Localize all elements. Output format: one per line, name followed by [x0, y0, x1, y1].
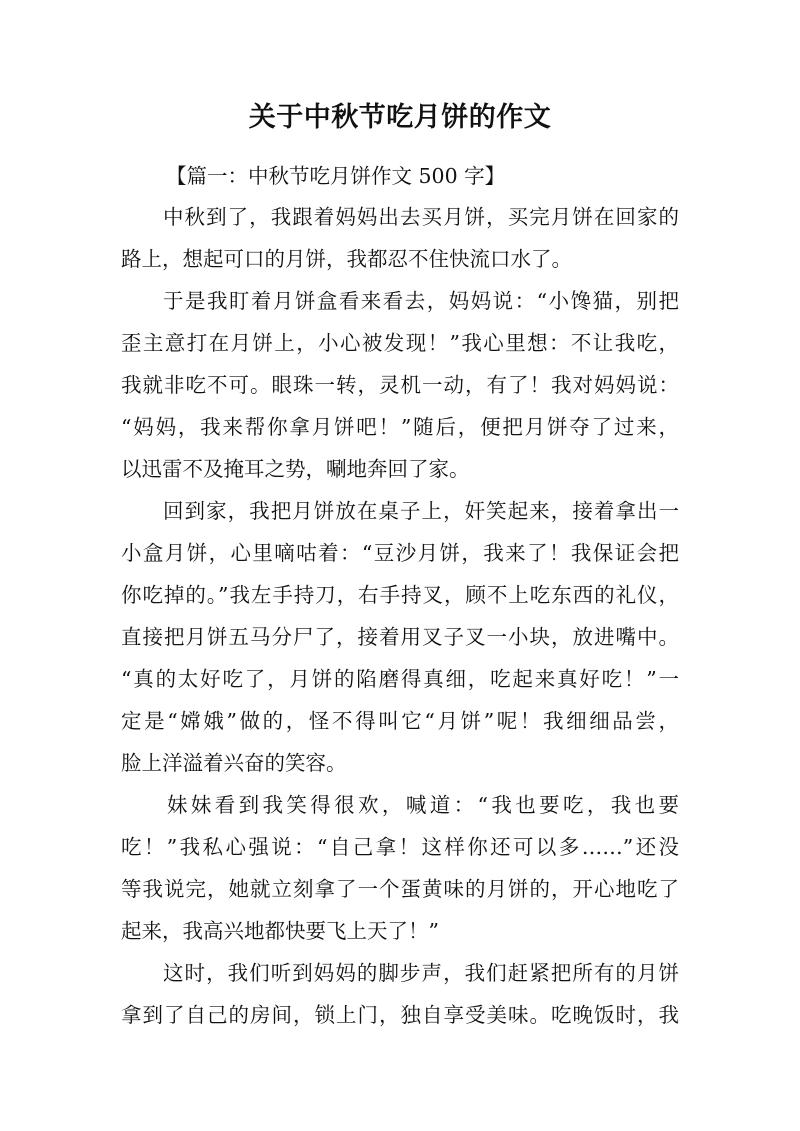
paragraph-line: 等我说完，她就立刻拿了一个蛋黄味的月饼的，开心地吃了 — [121, 877, 679, 901]
paragraph-line: 吃！”我私心强说：“自己拿！这样你还可以多……”还没 — [121, 835, 679, 859]
paragraph-line: 你吃掉的。”我左手持刀，右手持叉，顾不上吃东西的礼仪， — [121, 583, 679, 607]
document-title: 关于中秋节吃月饼的作文 — [248, 102, 552, 133]
paragraph-line: 直接把月饼五马分尸了，接着用叉子叉一小块，放进嘴中。 — [121, 625, 679, 649]
paragraph-line: 小盒月饼，心里嘀咕着：“豆沙月饼，我来了！我保证会把 — [121, 541, 679, 565]
paragraph-line: 以迅雷不及掩耳之势，唰地奔回了家。 — [121, 457, 470, 481]
paragraph-line: 起来，我高兴地都快要飞上天了！” — [121, 919, 439, 943]
paragraph-line: 这时，我们听到妈妈的脚步声，我们赶紧把所有的月饼 — [163, 961, 679, 985]
paragraph-line: 回到家，我把月饼放在桌子上，奸笑起来，接着拿出一 — [163, 499, 679, 523]
paragraph-line: 定是“嫦娥”做的，怪不得叫它“月饼”呢！我细细品尝， — [121, 709, 679, 733]
paragraph-line: 中秋到了，我跟着妈妈出去买月饼，买完月饼在回家的 — [163, 205, 679, 229]
paragraph-line: 拿到了自己的房间，锁上门，独自享受美味。吃晚饭时，我 — [121, 1003, 679, 1027]
paragraph-line: “妈妈，我来帮你拿月饼吧！”随后，便把月饼夺了过来， — [121, 415, 679, 439]
paragraph-line: 我就非吃不可。眼珠一转，灵机一动，有了！我对妈妈说： — [121, 373, 679, 397]
paragraph-line: 脸上洋溢着兴奋的笑容。 — [121, 751, 347, 775]
paragraph-line: “真的太好吃了，月饼的陷磨得真细，吃起来真好吃！”一 — [121, 667, 679, 691]
paragraph-line: 妹妹看到我笑得很欢，喊道：“我也要吃，我也要 — [167, 793, 679, 817]
paragraph-line: 于是我盯着月饼盒看来看去，妈妈说：“小馋猫，别把 — [163, 289, 679, 313]
paragraph-line: 歪主意打在月饼上，小心被发现！”我心里想：不让我吃， — [121, 331, 679, 355]
paragraph-line: 路上，想起可口的月饼，我都忍不住快流口水了。 — [121, 247, 572, 271]
section-heading: 【篇一：中秋节吃月饼作文 500 字】 — [166, 164, 506, 188]
